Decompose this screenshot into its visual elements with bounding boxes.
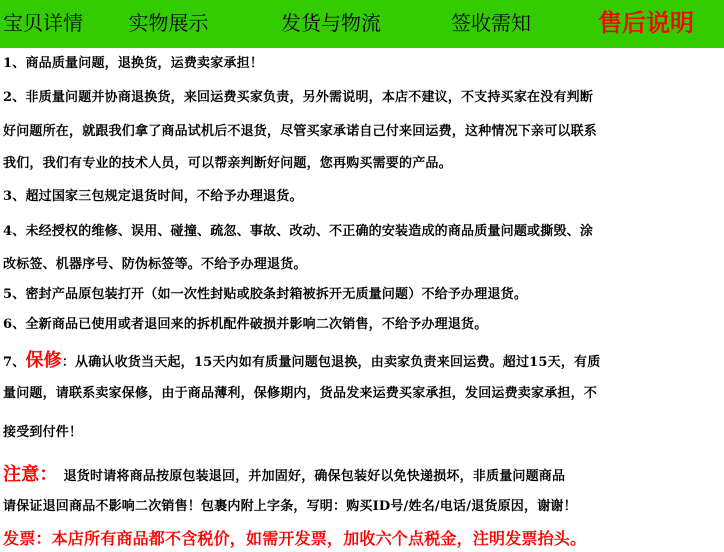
policy-line-7c: 接受到付件！ [3, 425, 83, 440]
tab-after-sales[interactable]: 售后说明 [598, 8, 694, 37]
invoice-line: 发票：本店所有商品都不含税价，如需开发票，加收六个点税金，注明发票抬头。 [3, 529, 587, 548]
policy-line-2c: 我们，我们有专业的技术人员，可以帮亲判断好问题，您再购买需要的产品。 [3, 156, 452, 171]
notice-text: 退货时请将商品按原包装退回，并加固好，确保包装好以免快递损坏，非质量问题商品 [63, 469, 566, 484]
policy-line-5: 5、密封产品原包装打开（如一次性封贴或胶条封箱被拆开无质量问题）不给予办理退货。 [3, 287, 528, 302]
warranty-text: ：从确认收货当天起，15天内如有质量问题包退换，由卖家负责来回运费。超过15天，有质 [61, 355, 601, 370]
policy-line-4b: 改标签、机器序号、防伪标签等。不给予办理退货。 [3, 257, 307, 272]
policy-line-2b: 好问题所在，就跟我们拿了商品试机后不退货，尽管买家承诺自己付来回运费，这种情况下亲可以联系 [3, 124, 598, 139]
warranty-label: 保修 [25, 350, 62, 371]
policy-line-1: 1、商品质量问题，退换货，运费卖家承担！ [3, 56, 264, 71]
tab-bar [0, 0, 724, 46]
tab-item-details[interactable]: 宝贝详情 [3, 11, 83, 35]
notice-label: 注意： [3, 464, 58, 485]
policy-line-7 [3, 346, 722, 372]
policy-line-7b: 量问题，请联系卖家保修，由于商品薄利，保修期内，货品发来运费买家承担，发回运费卖家承担，不 [3, 386, 598, 401]
policy-line-3: 3、超过国家三包规定退货时间，不给予办理退货。 [3, 189, 303, 204]
tab-receipt-notice[interactable]: 签收需知 [451, 11, 531, 35]
notice-line [3, 460, 722, 486]
notice-line-2: 请保证退回商品不影响二次销售！包裹内附上字条，写明：购买ID号/姓名/电话/退货原因，谢谢！ [3, 499, 577, 514]
policy-line-2: 2、非质量问题并协商退换货，来回运费买家负责，另外需说明，本店不建议，不支持买家在没有判断 [3, 90, 594, 105]
tab-real-photos[interactable]: 实物展示 [128, 11, 209, 35]
tab-shipping[interactable]: 发货与物流 [281, 11, 381, 35]
after-sales-content [0, 46, 724, 552]
policy-line-4: 4、未经授权的维修、误用、碰撞、疏忽、事故、改动、不正确的安装造成的商品质量问题或撕毁、涂 [3, 224, 594, 239]
line-7-number: 7、 [3, 355, 26, 370]
policy-line-6: 6、全新商品已使用或者退回来的拆机配件破损并影响二次销售，不给予办理退货。 [3, 317, 488, 332]
